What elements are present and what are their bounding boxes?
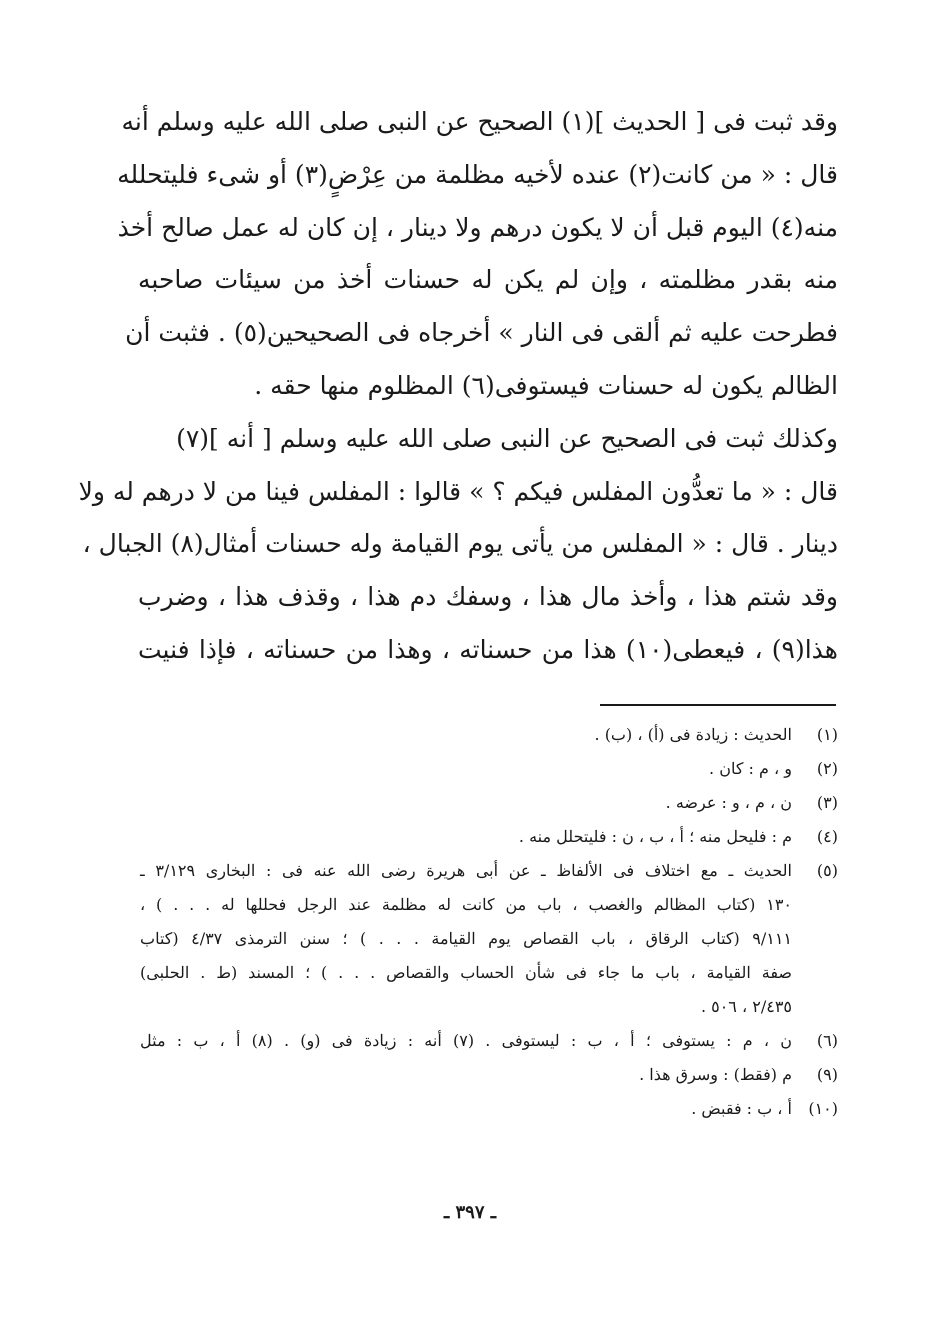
footnote-text (140, 820, 792, 854)
footnote-line: أ ، ب : فقبض . (691, 1099, 792, 1118)
text-line: قال : « من كانت(٢) عنده لأخيه مظلمة من عِرْضٍ(٣) أو شىء فليتحلله (117, 159, 838, 189)
footnotes (140, 718, 838, 1126)
text-line: وكذلك ثبت فى الصحيح عن النبى صلى الله عليه وسلم [ أنه ](٧) (176, 423, 838, 453)
footnote-line: م (فقط) : وسرق هذا . (639, 1065, 792, 1084)
footnote-line: ٢/٤٣٥ ، ٥٠٦ . (700, 997, 792, 1016)
text-line: قال : « ما تعدُّون المفلس فيكم ؟ » قالوا : المفلس فينا من لا درهم له ولا (78, 476, 838, 506)
footnote (140, 820, 838, 854)
footnote-number: (٥) (816, 861, 838, 880)
footnote-text (140, 786, 792, 820)
text-line: الظالم يكون له حسنات فيستوفى(٦) المظلوم منها حقه . (254, 370, 838, 400)
page-number: ـ ٣٩٧ ـ (443, 1202, 497, 1223)
footnote-line: ١٣٠ (كتاب المظالم والغصب ، باب من كانت له مظلمة عند الرجل فحللها له . . . ) ، (140, 895, 792, 914)
main-text (78, 96, 838, 677)
footnote-number: (٦) (816, 1031, 838, 1050)
footnote (140, 1092, 838, 1126)
footnote-line: ٩/١١١ (كتاب الرقاق ، باب القصاص يوم القيامة . . . ) ؛ سنن الترمذى ٤/٣٧ (كتاب (140, 929, 793, 948)
footnote (140, 786, 838, 820)
footnote (140, 718, 838, 752)
text-line: وقد ثبت فى [ الحديث ](١) الصحيح عن النبى صلى الله عليه وسلم أنه (121, 107, 838, 136)
footnote-line: ن ، م ، و : عرضه . (665, 793, 792, 812)
text-line: فطرحت عليه ثم ألقى فى النار » أخرجاه فى الصحيحين(٥) . فثبت أن (125, 318, 838, 348)
footnote-number: (١) (816, 725, 838, 744)
footnote-line: و ، م : كان . (709, 759, 792, 778)
footnote-number: (٤) (816, 827, 838, 846)
text-line: منه(٤) اليوم قبل أن لا يكون درهم ولا دينار ، إن كان له عمل صالح أخذ (117, 212, 838, 242)
footnote-text (140, 1024, 792, 1058)
footnote (140, 1058, 838, 1092)
footnote-text (140, 1092, 792, 1126)
footnote-text (140, 752, 792, 786)
footnote-line: صفة القيامة ، باب ما جاء فى شأن الحساب والقصاص . . . ) ؛ المسند (ط . الحلبى) (140, 963, 792, 982)
footnote-line: الحديث ـ مع اختلاف فى الألفاظ ـ عن أبى هريرة رضى الله عنه فى : البخارى ٣/١٢٩ ـ (140, 861, 793, 880)
footnote-text (140, 718, 792, 752)
footnote (140, 752, 838, 786)
text-line: دينار . قال : « المفلس من يأتى يوم القيامة وله حسنات أمثال(٨) الجبال ، (82, 529, 838, 559)
footnote-line: ن ، م : يستوفى ؛ أ ، ب : ليستوفى . (٧) أنه : زيادة فى (و) . (٨) أ ، ب : مثل (140, 1031, 793, 1050)
footnote-line: م : فليحل منه ؛ أ ، ب ، ن : فليتحلل منه . (518, 827, 792, 846)
footnote (140, 1024, 838, 1058)
footnote-line: الحديث : زيادة فى (أ) ، (ب) . (594, 725, 792, 744)
footnote-text (140, 1058, 792, 1092)
footnote (140, 854, 838, 1024)
footnote-separator (600, 704, 836, 706)
text-line: وقد شتم هذا ، وأخذ مال هذا ، وسفك دم هذا ، وقذف هذا ، وضرب (138, 582, 838, 612)
footnote-number: (٢) (816, 759, 838, 778)
footnote-number: (٩) (816, 1065, 838, 1084)
text-line: منه بقدر مظلمته ، وإن لم يكن له حسنات أخذ من سيئات صاحبه (138, 265, 838, 295)
footnote-text (140, 854, 792, 1024)
footnote-number: (١٠) (808, 1099, 838, 1118)
text-line: هذا(٩) ، فيعطى(١٠) هذا من حسناته ، وهذا من حسناته ، فإذا فنيت (138, 634, 838, 664)
footnote-number: (٣) (816, 793, 838, 812)
